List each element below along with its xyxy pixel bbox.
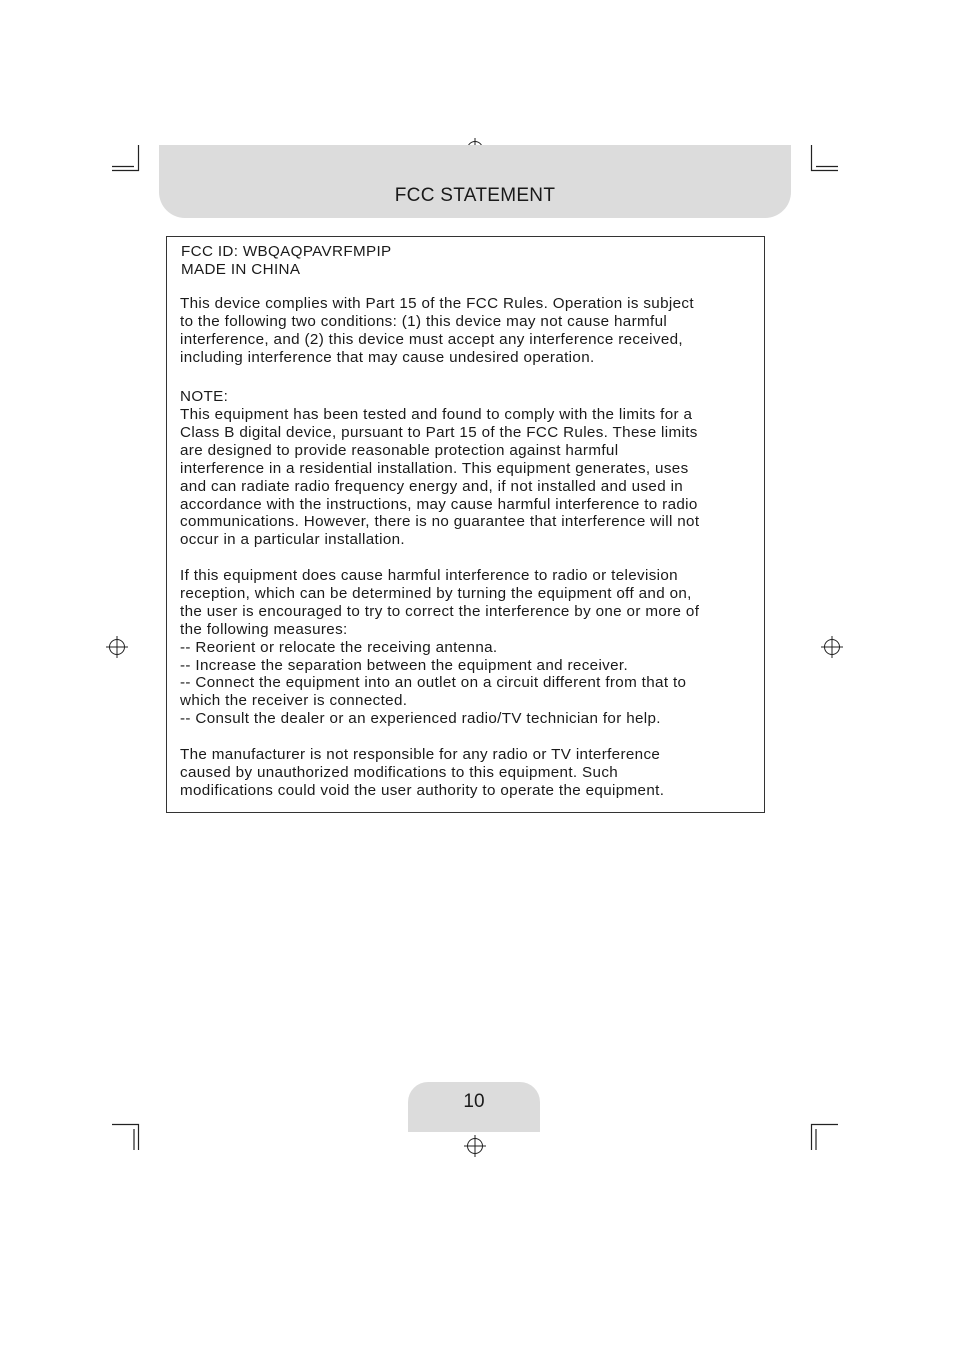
note-label: NOTE: <box>180 388 229 405</box>
fcc-id-and-origin: FCC ID: WBQAQPAVRFMPIP MADE IN CHINA <box>181 243 392 278</box>
disclaimer-paragraph: The manufacturer is not responsible for any radio or TV interference caused by unauthorized modifications to this equipment. Such modifications could void the user authority to operate the equipment. <box>180 746 665 799</box>
note-paragraph: This equipment has been tested and found to comply with the limits for a Class B digital device, pursuant to Part 15 of the FCC Rules. These limits are designed to provide reasonable protection against harmful interference in a residential installation. This equipment generates, uses and can radiate radio frequency energy and, if not installed and used in accordance with the instructions, may cause harmful interference to radio communications. However, there is no guarantee that interference will not occur in a particular installation. <box>180 406 700 549</box>
registration-mark-bottom-icon <box>464 1135 486 1157</box>
measures-intro-paragraph: If this equipment does cause harmful interference to radio or television reception, which can be determined by turning the equipment off and on, the user is encouraged to try to correct the interference by one or more of the following measures: <box>180 567 700 638</box>
crop-mark-top-left-icon <box>112 145 142 173</box>
page-number-tab <box>408 1082 540 1132</box>
measure-item: -- Consult the dealer or an experienced radio/TV technician for help. <box>180 710 661 728</box>
crop-mark-bottom-left-icon <box>112 1123 142 1151</box>
compliance-paragraph: This device complies with Part 15 of the FCC Rules. Operation is subject to the following two conditions: (1) this device may not cause harmful interference, and (2) this device must accept any interference received, including interference that may cause undesired operation. <box>180 295 694 366</box>
measure-item: -- Reorient or relocate the receiving antenna. <box>180 638 498 656</box>
registration-mark-right-icon <box>821 636 843 658</box>
crop-mark-top-right-icon <box>810 145 840 173</box>
section-title: FCC STATEMENT <box>394 185 556 206</box>
section-header-band <box>159 145 791 218</box>
registration-mark-left-icon <box>106 636 128 658</box>
crop-mark-bottom-right-icon <box>810 1123 840 1151</box>
measure-item: -- Connect the equipment into an outlet on a circuit different from that to which the receiver is connected. <box>180 674 687 710</box>
page-number: 10 <box>463 1091 485 1112</box>
fcc-statement-box <box>166 236 765 813</box>
measure-item: -- Increase the separation between the equipment and receiver. <box>180 656 629 674</box>
